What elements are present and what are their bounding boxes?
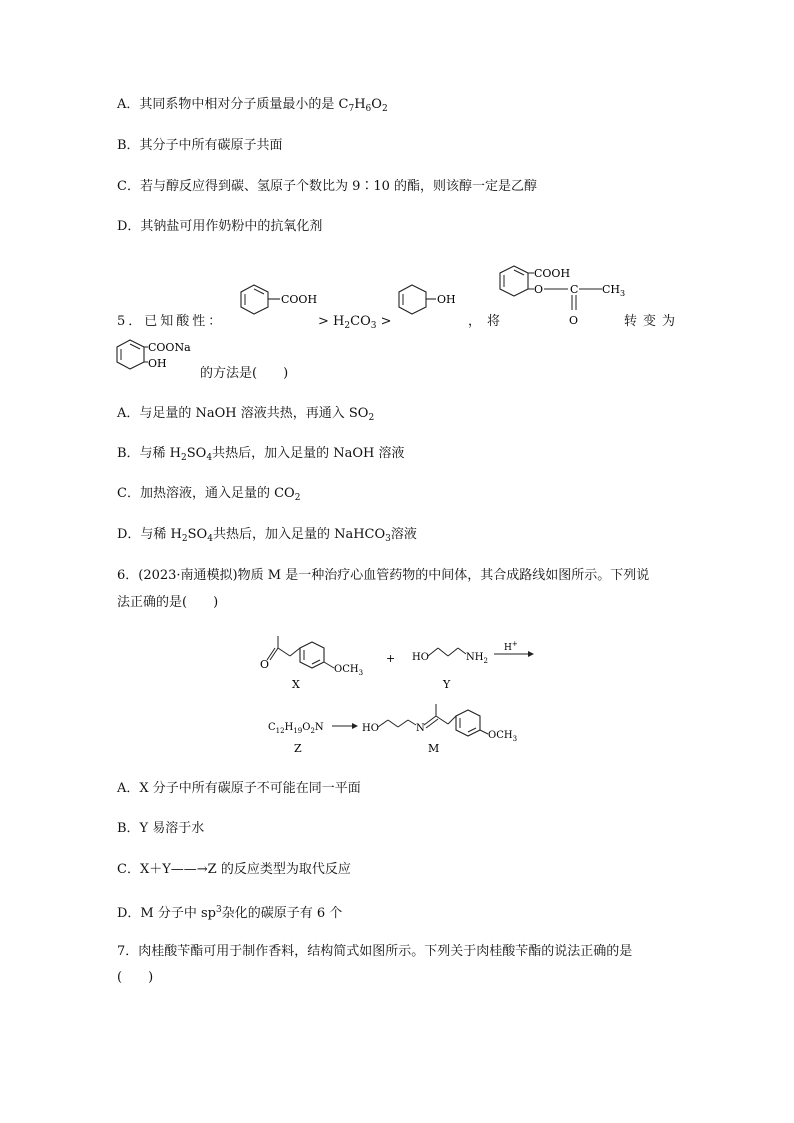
label-m: M (428, 742, 440, 755)
q5-option-a: A．与足量的 NaOH 溶液共热，再通入 $SO_2$ (117, 406, 375, 423)
compound-m-structure (362, 704, 517, 743)
phenol-oh-label: OH (437, 293, 456, 306)
q5-lead: 5．已知酸性： (117, 314, 225, 329)
benzoic-acid-structure (240, 283, 330, 323)
reaction-scheme (240, 628, 540, 768)
q5-method: 的方法是( ) (200, 366, 289, 381)
compound-y-structure (412, 648, 488, 665)
q4-option-c: C．若与醇反应得到碳、氢原子个数比为 9∶10 的酯，则该醇一定是乙醇 (117, 179, 538, 194)
label-x: X (292, 678, 300, 691)
phenol-structure (398, 283, 468, 323)
aspirin-cooh-label: COOH (534, 267, 571, 280)
compound-x-structure (260, 636, 363, 677)
svg-text:OCH3: $OCH_3$ (488, 730, 518, 743)
label-y: Y (443, 678, 451, 691)
sodium-salicylate-structure (116, 338, 206, 378)
q6-stem-line2: 法正确的是( ) (117, 595, 219, 610)
q4-option-a: A．其同系物中相对分子质量最小的是 $C_7H_6O_2$ (117, 97, 388, 114)
svg-text:N: N (416, 723, 425, 734)
q5-option-d: D．与稀 $H_2SO_4$共热后，加入足量的 NaHCO$_3$溶液 (117, 527, 417, 544)
aspirin-structure (498, 262, 638, 334)
q6-option-c: C．X＋Y——→Z 的反应类型为取代反应 (117, 862, 351, 877)
svg-text:HO: HO (362, 723, 379, 734)
q6-option-b: B．Y 易溶于水 (117, 821, 205, 836)
q7-stem-line2: ( ) (117, 970, 154, 985)
q6-option-a: A．X 分子中所有碳原子不可能在同一平面 (117, 781, 361, 796)
h-plus-label: H+ (504, 640, 518, 653)
q5-option-c: C．加热溶液，通入足量的 $CO_2$ (117, 486, 301, 503)
q7-stem-line1: 7．肉桂酸苄酯可用于制作香料，结构简式如图所示。下列关于肉桂酸苄酯的说法正确的是 (117, 944, 633, 959)
aspirin-o-label: O (534, 283, 544, 296)
z-formula: $C_{12}H_{19}O_2N$ (268, 722, 324, 735)
svg-text:HO: HO (412, 652, 429, 663)
svg-text:O: O (260, 658, 270, 671)
benzoic-cooh-label: COOH (281, 293, 318, 306)
svg-text:OCH3: $OCH_3$ (334, 664, 364, 677)
q5-zhuanbian: 转变为 (624, 314, 682, 329)
q4-option-b: B．其分子中所有碳原子共面 (117, 138, 283, 153)
aspirin-c-label: C (570, 283, 579, 296)
aspirin-carbonyl-o-label: O (569, 314, 579, 327)
q6-stem-line1: 6．(2023·南通模拟)物质 M 是一种治疗心血管药物的中间体，其合成路线如图所示。下列说 (117, 568, 650, 583)
q5-option-b: B．与稀 $H_2SO_4$共热后，加入足量的 NaOH 溶液 (117, 446, 405, 463)
aspirin-ch3-label: $CH_3$ (602, 283, 626, 298)
q5-jiang: ，将 (468, 314, 507, 329)
q4-option-d: D．其钠盐可用作奶粉中的抗氧化剂 (117, 219, 323, 234)
salicylate-coona-label: COONa (148, 341, 191, 354)
label-z: Z (294, 742, 302, 755)
svg-text:NH2: $NH_2$ (466, 652, 488, 665)
q6-option-d: D．M 分子中 $sp^3$杂化的碳原子有 6 个 (117, 905, 343, 921)
plus-sign: + (386, 652, 396, 665)
h2co3-comparison: > $H_2CO_3$ > (318, 314, 392, 331)
salicylate-oh-label: OH (148, 357, 167, 370)
